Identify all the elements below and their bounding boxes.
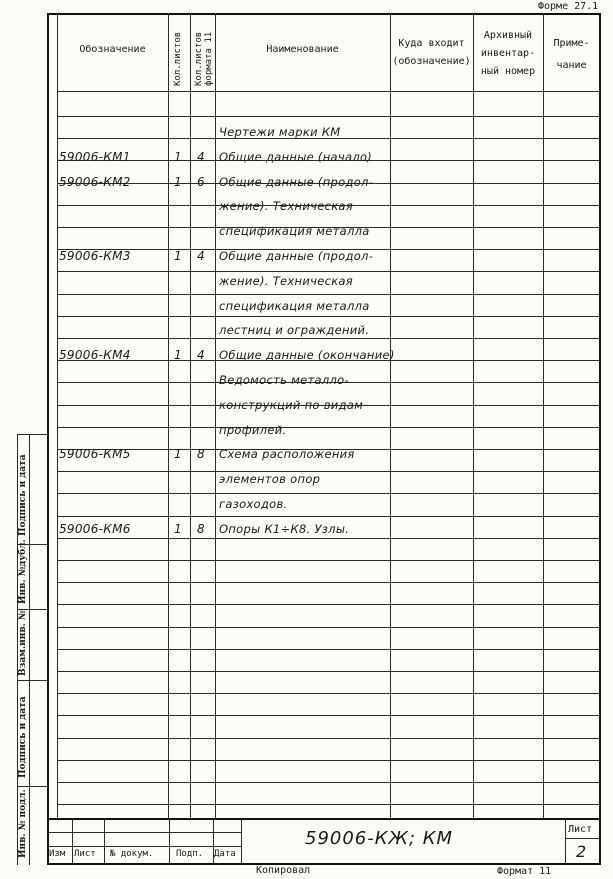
row-name: газоходов.: [219, 497, 288, 511]
row-line: [57, 338, 600, 339]
stamp-sheet-label: Лист: [568, 824, 593, 835]
row-line: [57, 471, 600, 472]
side-top: [17, 434, 47, 435]
stamp-row-1: [47, 832, 241, 833]
row-name: элементов опор: [219, 472, 321, 486]
side-vzam-inv: Взам.инв. №: [18, 610, 28, 676]
row-line: [57, 516, 600, 517]
header-sheets-format: Кол.листов формата 11: [194, 31, 214, 86]
row-count: 1: [174, 175, 182, 189]
stamp-sheet-divider: [565, 838, 600, 839]
stamp-doc-no: № докум.: [110, 849, 154, 859]
row-name: Общие данные (начало): [219, 150, 373, 164]
row-designation: 59006-КМ5: [59, 447, 131, 461]
stamp-top: [47, 818, 601, 820]
row-name: спецификация металла: [219, 299, 370, 313]
row-format: 8: [197, 447, 205, 461]
row-name: Общие данные (окончание): [219, 348, 395, 362]
footer-format: Формат 11: [497, 866, 552, 877]
stamp-v-list: [104, 818, 105, 864]
row-name: Общие данные (продол-: [219, 175, 374, 189]
row-name: Опоры К1÷К8. Узлы.: [219, 522, 350, 536]
header-archive-2: инвентар-: [480, 48, 536, 59]
row-name: конструкций по видам: [219, 398, 364, 412]
header-destination-1: Куда входит: [398, 38, 465, 49]
row-line: [57, 116, 600, 117]
row-line: [57, 427, 600, 428]
row-name: жение). Техническая: [219, 199, 354, 213]
header-destination-2: (обозначение): [392, 56, 471, 67]
header-archive-1: Архивный: [483, 30, 533, 41]
row-line: [57, 715, 600, 716]
col-line-name: [215, 13, 216, 819]
side-div-3: [17, 680, 47, 681]
header-note-1: Приме-: [553, 38, 590, 49]
row-count: 1: [174, 150, 182, 164]
row-name: Ведомость металло-: [219, 373, 349, 387]
stamp-row-2: [47, 846, 241, 847]
row-name: Чертежи марки КМ: [219, 125, 341, 139]
side-line-b: [29, 434, 30, 865]
row-line: [57, 582, 600, 583]
side-div-4: [17, 786, 47, 787]
stamp-data: Дата: [214, 849, 236, 859]
stamp-list: Лист: [74, 849, 96, 859]
col-line-destination: [390, 13, 391, 819]
frame-left: [47, 13, 49, 865]
side-inv-dubl: Инв. №дубл.: [18, 539, 28, 604]
row-format: 8: [197, 522, 205, 536]
row-name: спецификация металла: [219, 224, 370, 238]
col-line-note: [543, 13, 544, 819]
row-line: [57, 782, 600, 783]
row-designation: 59006-КМ2: [59, 175, 131, 189]
stamp-podp: Подп.: [176, 849, 204, 859]
col-line-archive: [473, 13, 474, 819]
row-designation: 59006-КМ6: [59, 522, 131, 536]
row-line: [57, 627, 600, 628]
row-format: 6: [197, 175, 205, 189]
col-line-format: [190, 13, 191, 819]
row-name: Схема расположения: [219, 447, 355, 461]
form-label: Форме 27.1: [538, 1, 599, 12]
stamp-v-doc: [169, 818, 170, 864]
row-name: жение). Техническая: [219, 274, 354, 288]
row-designation: 59006-КМ3: [59, 249, 131, 263]
header-designation: Обозначение: [79, 44, 146, 55]
row-name: лестниц и ограждений.: [219, 323, 370, 337]
row-count: 1: [174, 348, 182, 362]
header-sheets-count: Кол.листов: [173, 31, 183, 86]
row-line: [57, 693, 600, 694]
row-name: профилей.: [219, 423, 287, 437]
side-podpis-data-2: Подпись и дата: [18, 696, 28, 778]
row-line: [57, 760, 600, 761]
row-line: [57, 294, 600, 295]
row-format: 4: [197, 150, 205, 164]
row-line: [57, 271, 600, 272]
col-line-count: [168, 13, 169, 819]
row-count: 1: [174, 447, 182, 461]
row-designation: 59006-КМ4: [59, 348, 131, 362]
row-count: 1: [174, 522, 182, 536]
header-note-2: чание: [556, 60, 587, 71]
row-format: 4: [197, 348, 205, 362]
side-podpis-data-1: Подпись и дата: [18, 454, 28, 536]
header-archive-3: ный номер: [480, 66, 536, 77]
stamp-izm: Изм: [49, 849, 66, 859]
header-name: Наименование: [266, 44, 339, 55]
header-divider: [57, 91, 600, 92]
row-line: [57, 538, 600, 539]
row-line: [57, 804, 600, 805]
stamp-v-data: [241, 818, 242, 864]
stamp-sheet-no: 2: [576, 842, 587, 861]
footer-copied: Копировал: [256, 865, 311, 876]
row-designation: 59006-КМ1: [59, 150, 131, 164]
row-line: [57, 316, 600, 317]
col-line-designation-left: [57, 13, 58, 819]
stamp-code: 59006-КЖ; КМ: [305, 828, 454, 849]
row-line: [57, 738, 600, 739]
row-line: [57, 560, 600, 561]
side-inv-podl: Инв. № подл.: [18, 789, 28, 858]
frame-top: [47, 13, 601, 15]
row-line: [57, 604, 600, 605]
row-name: Общие данные (продол-: [219, 249, 374, 263]
stamp-v-sheet: [565, 818, 566, 864]
row-line: [57, 493, 600, 494]
row-format: 4: [197, 249, 205, 263]
row-line: [57, 649, 600, 650]
row-line: [57, 671, 600, 672]
stamp-v-izm: [72, 818, 73, 864]
row-count: 1: [174, 249, 182, 263]
frame-bottom: [47, 863, 601, 865]
